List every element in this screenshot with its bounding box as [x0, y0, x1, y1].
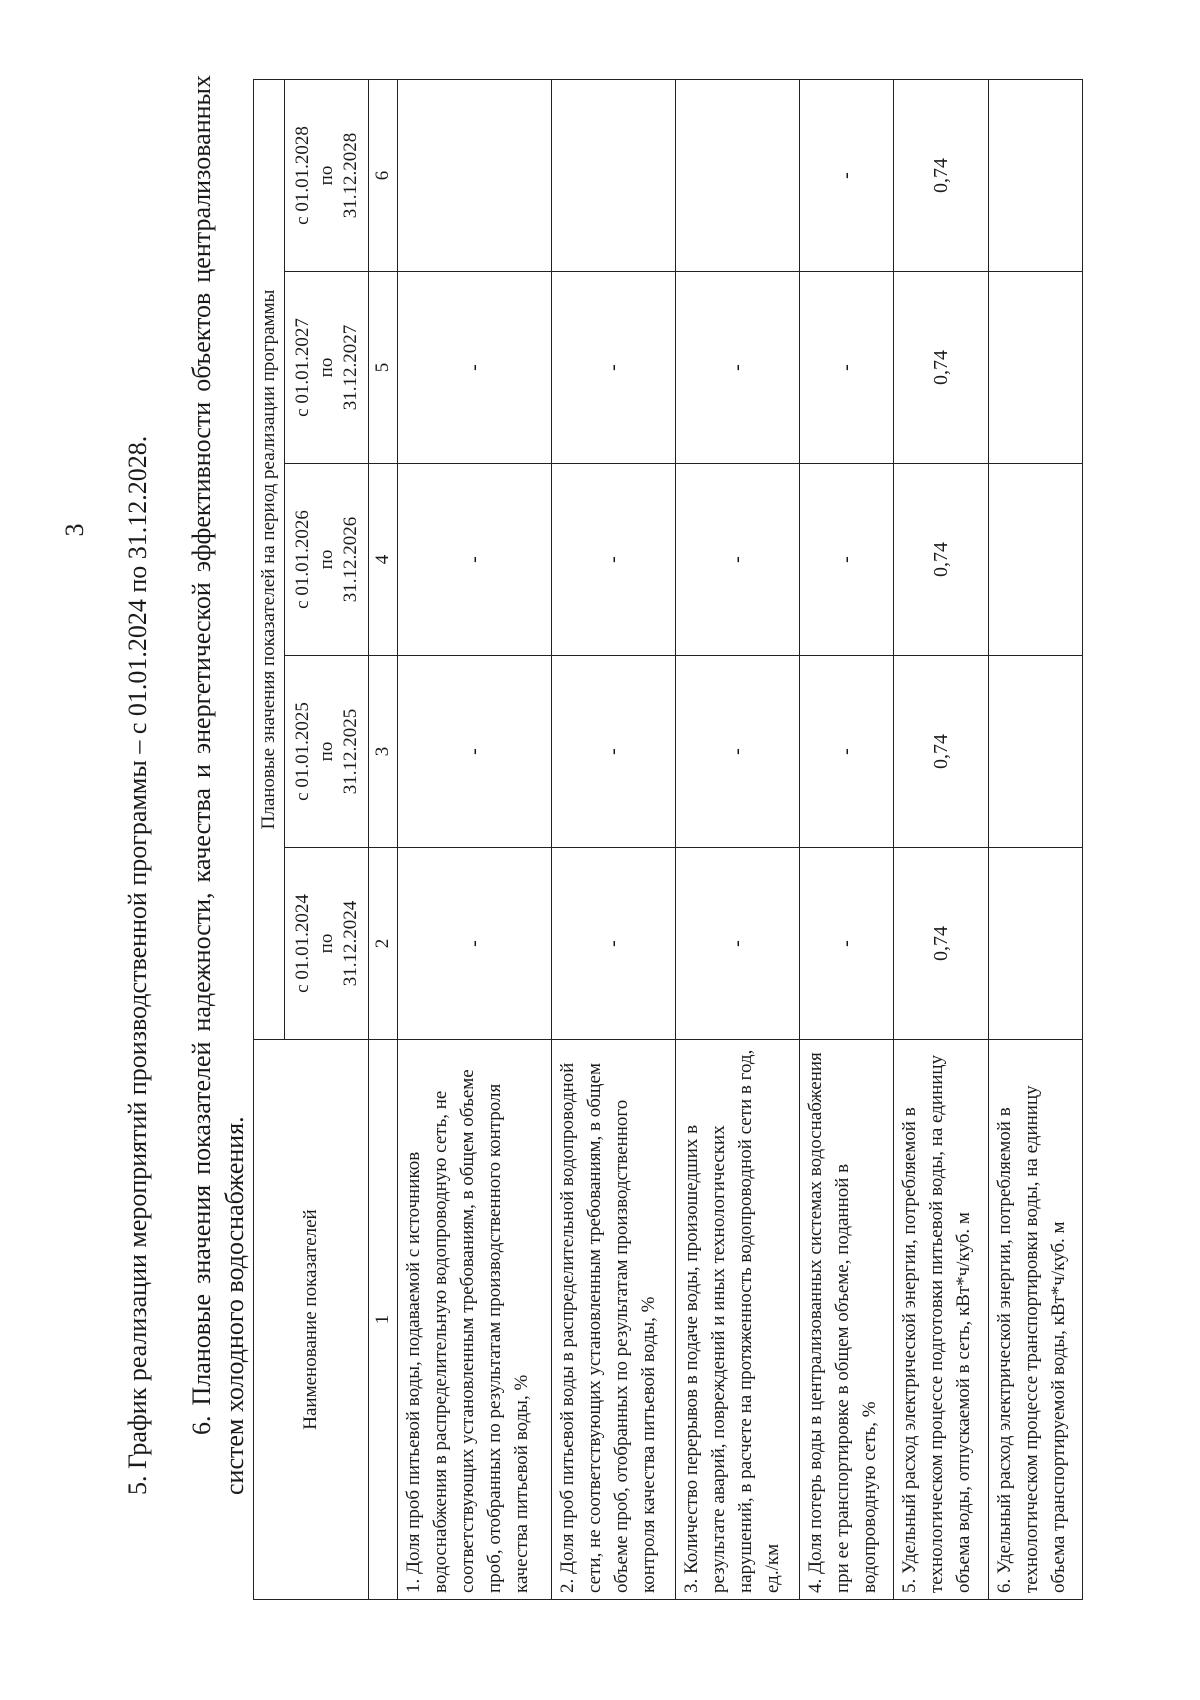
table-row [398, 80, 552, 1600]
indicator-value: - [675, 272, 799, 464]
table-row [988, 80, 1082, 1600]
indicator-name: 4. Доля потерь воды в централизованных системах водоснабжения при ее транспортировке в общем объеме, поданной в водопроводную сеть, % [799, 1040, 893, 1600]
indicator-value: 0,74 [894, 80, 988, 272]
indicator-value: - [551, 464, 675, 656]
indicator-value [988, 272, 1082, 464]
indicator-value: - [398, 272, 552, 464]
indicator-value: - [799, 80, 893, 272]
indicator-value: - [551, 272, 675, 464]
section-6-text [185, 75, 251, 1495]
column-number-5: 5 [369, 272, 398, 464]
indicator-value: 0,74 [894, 848, 988, 1040]
rotated-page [0, 50, 1200, 1650]
period-header-3 [285, 464, 369, 656]
column-number-2: 2 [369, 848, 398, 1040]
period-by: по [315, 357, 337, 378]
indicator-value [398, 80, 552, 272]
indicator-value [988, 848, 1082, 1040]
indicator-value: - [398, 656, 552, 848]
period-by: по [315, 549, 337, 570]
indicator-value [675, 80, 799, 272]
period-to: 31.12.2025 [339, 708, 361, 795]
indicator-value: - [799, 848, 893, 1040]
period-header-1 [285, 848, 369, 1040]
period-by: по [315, 165, 337, 186]
column-number-3: 3 [369, 656, 398, 848]
indicator-value: - [675, 656, 799, 848]
indicator-value: - [551, 656, 675, 848]
indicator-value: 0,74 [894, 464, 988, 656]
indicator-name: 2. Доля проб питьевой воды в распределительной водопроводной сети, не соответствующих установленным требованиям, в общем объеме проб, отобранных по результатам производственного контроля качества питьевой воды, % [551, 1040, 675, 1600]
period-by: по [315, 933, 337, 954]
indicator-value [551, 80, 675, 272]
indicator-name: 5. Удельный расход электрической энергии, потребляемой в технологическом процессе подготовки питьевой воды, на единицу объема воды, отпускаемой в сеть, кВт*ч/куб. м [894, 1040, 988, 1600]
table-row [675, 80, 799, 1600]
period-by: по [315, 741, 337, 762]
page-number: 3 [60, 523, 89, 537]
section-5-text: 5. График реализации мероприятий производственной программы – с 01.01.2024 по 31.12.2028. [123, 435, 152, 1495]
indicator-name: 6. Удельный расход электрической энергии, потребляемой в технологическом процессе транспортировки воды, на единицу объема транспортируемой воды, кВт*ч/куб. м [988, 1040, 1082, 1600]
column-number-6: 6 [369, 80, 398, 272]
period-from: с 01.01.2024 [291, 894, 313, 993]
column-number-1: 1 [369, 1040, 398, 1600]
indicator-value: 0,74 [894, 272, 988, 464]
period-from: с 01.01.2026 [291, 510, 313, 609]
period-header-2 [285, 656, 369, 848]
indicator-value [988, 656, 1082, 848]
section-6-body: 6. Плановые значения показателей надежности, качества и энергетической эффективности объектов централизованных систем холодного водоснабжения. [187, 75, 249, 1495]
indicator-value: - [799, 656, 893, 848]
indicator-value: - [398, 848, 552, 1040]
period-from: с 01.01.2028 [291, 126, 313, 225]
period-to: 31.12.2026 [339, 516, 361, 603]
period-to: 31.12.2028 [339, 132, 361, 219]
indicator-value [988, 80, 1082, 272]
indicator-value [988, 464, 1082, 656]
table-row [799, 80, 893, 1600]
table-row [551, 80, 675, 1600]
indicator-value: - [551, 848, 675, 1040]
header-planned-values: Плановые значения показателей на период реализации программы [254, 80, 285, 1040]
period-from: с 01.01.2027 [291, 318, 313, 417]
indicators-table [253, 79, 1083, 1600]
period-header-4 [285, 272, 369, 464]
indicator-name: 1. Доля проб питьевой воды, подаваемой с источников водоснабжения в распределительную водопроводную сеть, не соответствующих установленным требованиям, в общем объеме проб, отобранных по результатам производственного контроля качества питьевой воды, % [398, 1040, 552, 1600]
indicator-value: - [675, 848, 799, 1040]
column-number-4: 4 [369, 464, 398, 656]
period-header-5 [285, 80, 369, 272]
indicator-value: - [398, 464, 552, 656]
period-to: 31.12.2027 [339, 324, 361, 411]
period-to: 31.12.2024 [339, 900, 361, 987]
indicator-name: 3. Количество перерывов в подаче воды, произошедших в результате аварий, повреждений и иных технологических нарушений, в расчете на протяженность водопроводной сети в год, ед./км [675, 1040, 799, 1600]
indicator-value: 0,74 [894, 656, 988, 848]
table-row [894, 80, 988, 1600]
indicator-value: - [675, 464, 799, 656]
header-indicator-name: Наименование показателей [254, 1040, 369, 1600]
period-from: с 01.01.2025 [291, 702, 313, 801]
indicator-value: - [799, 464, 893, 656]
indicator-value: - [799, 272, 893, 464]
